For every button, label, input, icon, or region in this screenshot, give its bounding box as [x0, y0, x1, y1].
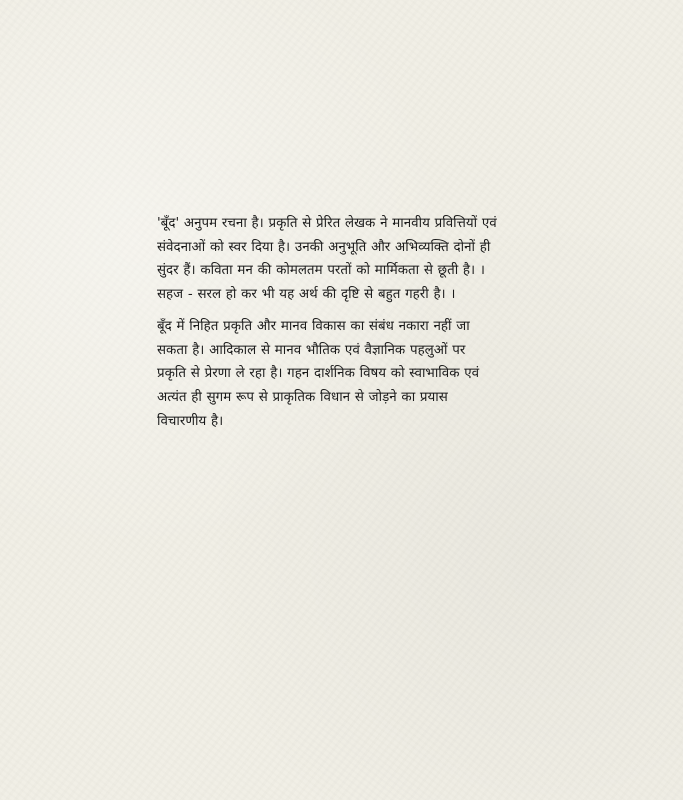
text-block: [157, 212, 529, 433]
paragraph-1: [157, 212, 529, 307]
paragraph-line: प्रकृति से प्रेरणा ले रहा है। गहन दार्शनिक विषय को स्वाभाविक एवं: [157, 366, 480, 382]
paragraph-line: सुंदर हैं। कविता मन की कोमलतम परतों को मार्मिकता से छूती है। ।: [157, 263, 485, 279]
paragraph-line: 'बूँद' अनुपम रचना है। प्रकृति से प्रेरित लेखक ने मानवीय प्रवित्तियों एवं: [157, 216, 497, 231]
paragraph-line: बूँद में निहित प्रकृति और मानव विकास का संबंध नकारा नहीं जा: [157, 318, 470, 334]
paragraph-line: सहज - सरल हो कर भी यह अर्थ की दृष्टि से बहुत गहरी है। ।: [157, 287, 456, 303]
paragraph-2: [157, 315, 529, 434]
paragraph-line: अत्यंत ही सुगम रूप से प्राकृतिक विधान से जोड़ने का प्रयास: [157, 389, 448, 405]
paragraph-line: संवेदनाओं को स्वर दिया है। उनकी अनुभूति और अभिव्यक्ति दोनों ही: [157, 239, 491, 255]
paragraph-line: विचारणीय है।: [157, 413, 224, 429]
paragraph-line: सकता है। आदिकाल से मानव भौतिक एवं वैज्ञानिक पहलुओं पर: [157, 342, 466, 358]
